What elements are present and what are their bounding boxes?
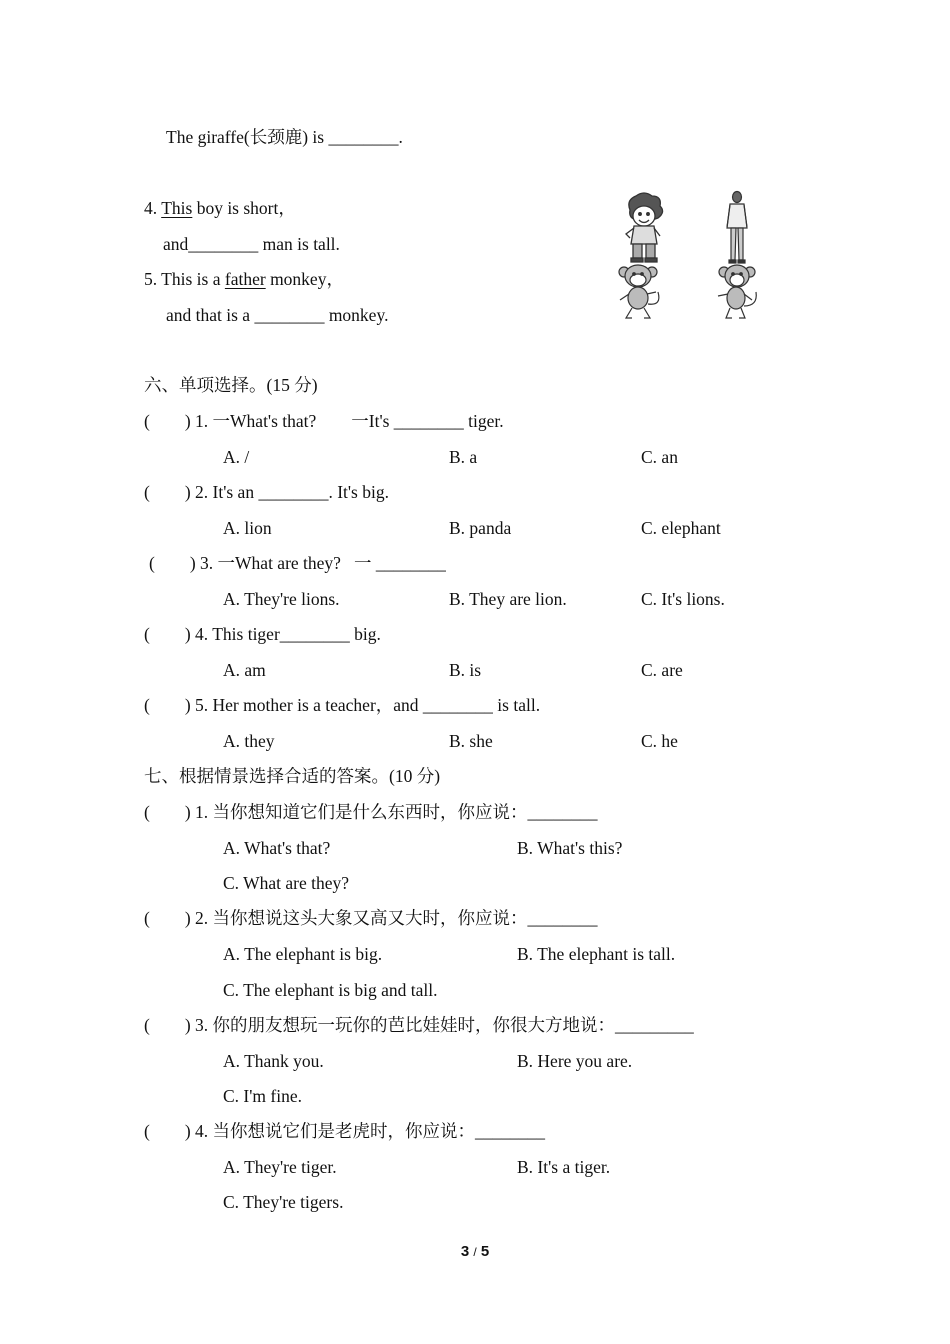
page-number: 3 / 5 <box>460 1243 490 1260</box>
s6-q1-option-c: C. an <box>641 447 678 467</box>
q5-line1: 5. This is a father monkey， <box>144 269 344 289</box>
s6-q2-option-c: C. elephant <box>641 518 721 538</box>
s7-q4-stem: ( ) 4. 当你想说它们是老虎时，你应说：________ <box>144 1121 546 1141</box>
s6-q1-stem: ( ) 1. 一What's that? 一It's ________ tiger. <box>144 411 504 431</box>
s7-q1-option-c: C. What are they? <box>223 873 350 893</box>
s6-q2-stem: ( ) 2. It's an ________. It's big. <box>144 482 389 502</box>
s6-q1-option-b: B. a <box>449 447 478 467</box>
s7-q1-option-a: A. What's that? <box>223 838 331 858</box>
father-monkey-image <box>614 262 666 322</box>
section7-heading: 七、根据情景选择合适的答案。(10 分) <box>144 766 441 786</box>
q5-line2: and that is a ________ monkey. <box>166 305 389 325</box>
s7-q4-option-a: A. They're tiger. <box>223 1157 337 1177</box>
s7-q3-option-a: A. Thank you. <box>223 1051 324 1071</box>
s6-q2-option-b: B. panda <box>449 518 512 538</box>
q4-line1: 4. This boy is short， <box>144 198 296 218</box>
short-boy-image <box>616 192 674 266</box>
s6-q3-option-b: B. They are lion. <box>449 589 567 609</box>
s7-q3-option-c: C. I'm fine. <box>223 1086 302 1106</box>
tall-man-image <box>722 190 752 266</box>
s6-q5-option-b: B. she <box>449 731 493 751</box>
s6-q4-option-c: C. are <box>641 660 683 680</box>
q4-underlined-word: This <box>161 198 193 218</box>
s7-q2-option-b: B. The elephant is tall. <box>517 944 676 964</box>
s6-q2-option-a: A. lion <box>223 518 272 538</box>
s7-q2-option-a: A. The elephant is big. <box>223 944 383 964</box>
s7-q2-stem: ( ) 2. 当你想说这头大象又高又大时，你应说：________ <box>144 908 598 928</box>
s6-q4-stem: ( ) 4. This tiger________ big. <box>144 624 381 644</box>
s6-q5-option-c: C. he <box>641 731 678 751</box>
q4-line2: and________ man is tall. <box>163 234 340 254</box>
q5-underlined-word: father <box>224 269 266 289</box>
s7-q3-stem: ( ) 3. 你的朋友想玩一玩你的芭比娃娃时，你很大方地说：_________ <box>144 1015 694 1035</box>
s6-q3-option-c: C. It's lions. <box>641 589 725 609</box>
s7-q3-option-b: B. Here you are. <box>517 1051 633 1071</box>
s6-q1-option-a: A. / <box>223 447 250 467</box>
s6-q4-option-b: B. is <box>449 660 482 680</box>
mother-monkey-image <box>710 262 762 322</box>
s6-q3-option-a: A. They're lions. <box>223 589 340 609</box>
giraffe-sentence: The giraffe(长颈鹿) is ________. <box>166 127 403 147</box>
s6-q5-stem: ( ) 5. Her mother is a teacher，and ________ is tall. <box>144 695 541 715</box>
s6-q4-option-a: A. am <box>223 660 266 680</box>
s6-q3-stem: ( ) 3. 一What are they? 一 ________ <box>149 553 446 573</box>
s7-q1-stem: ( ) 1. 当你想知道它们是什么东西时，你应说：________ <box>144 802 598 822</box>
s7-q4-option-c: C. They're tigers. <box>223 1192 344 1212</box>
s6-q5-option-a: A. they <box>223 731 275 751</box>
s7-q4-option-b: B. It's a tiger. <box>517 1157 611 1177</box>
s7-q1-option-b: B. What's this? <box>517 838 623 858</box>
section6-heading: 六、单项选择。(15 分) <box>144 375 318 395</box>
s7-q2-option-c: C. The elephant is big and tall. <box>223 980 438 1000</box>
